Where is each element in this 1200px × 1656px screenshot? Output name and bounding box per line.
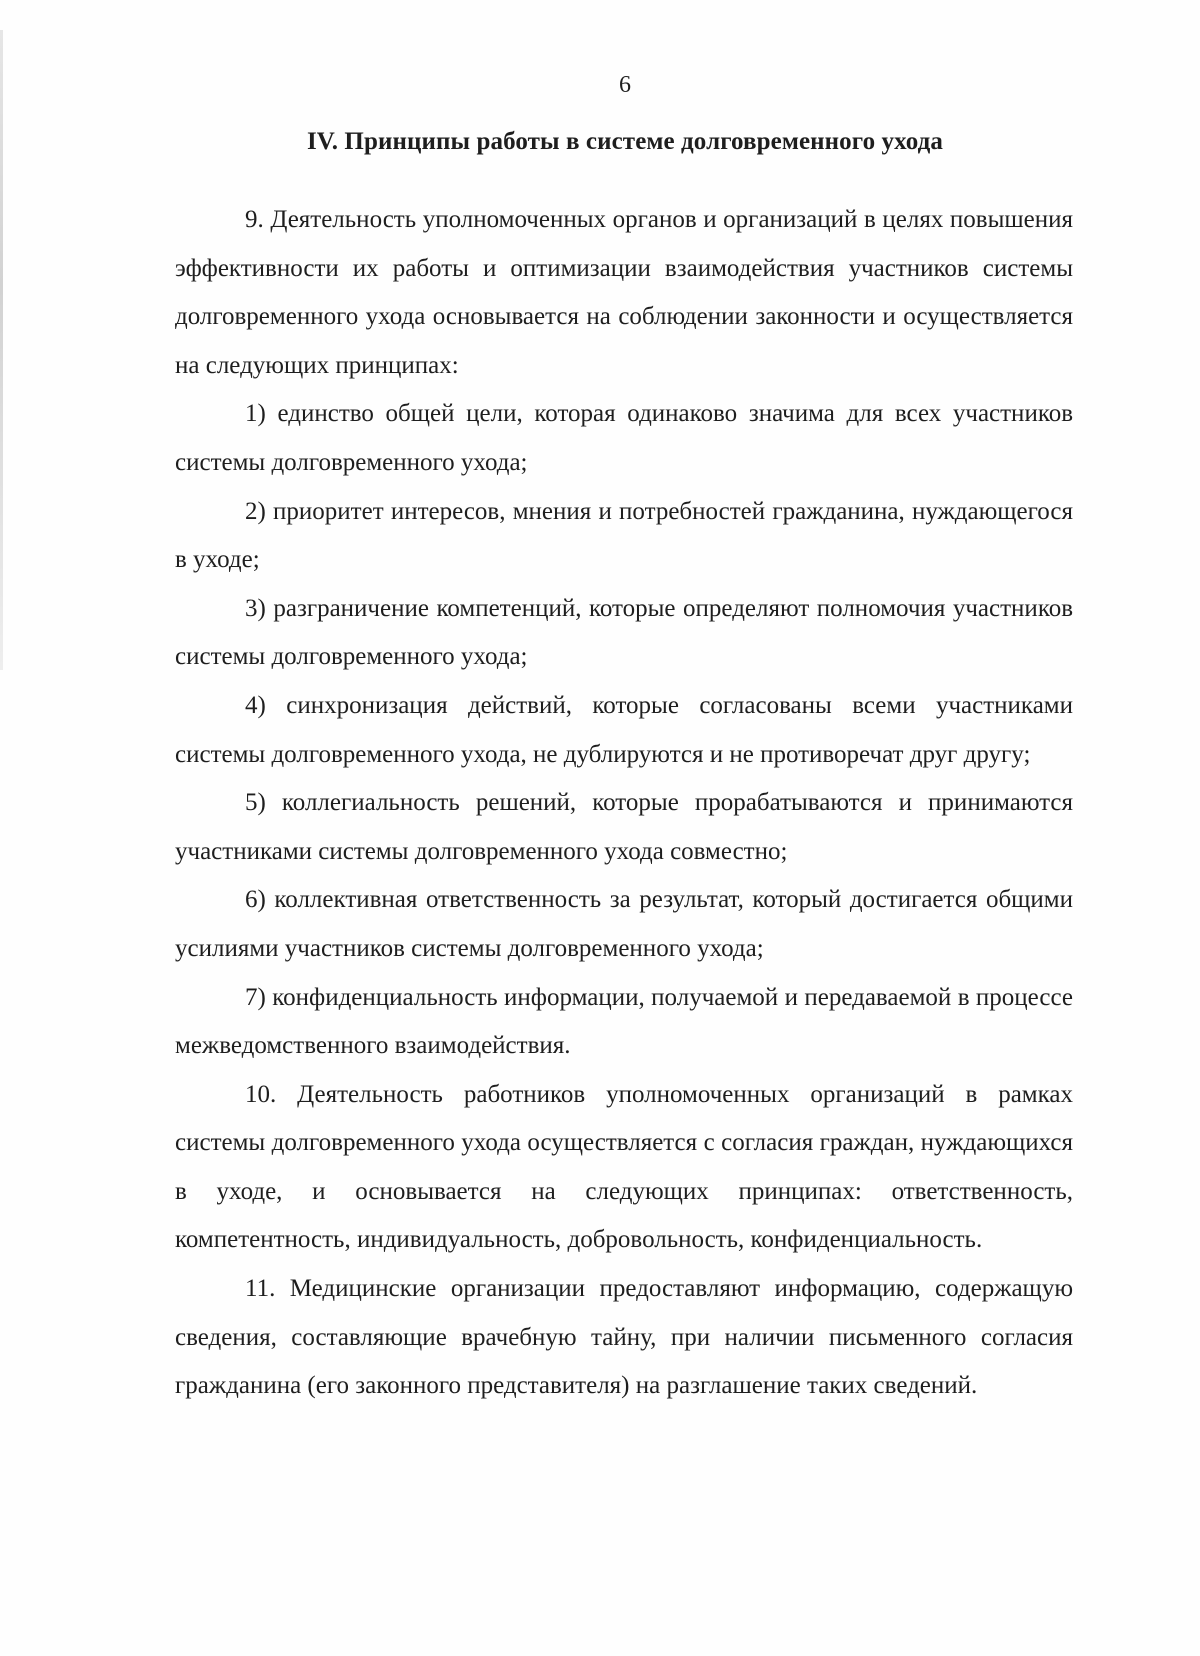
section-heading: IV. Принципы работы в системе долговременного ухода [306, 128, 944, 155]
list-item-4: 4) синхронизация действий, которые согласованы всеми участниками системы долговременного ухода, не дублируются и не противоречат друг другу; [175, 691, 1073, 768]
page-number: 6 [619, 72, 631, 98]
paragraph-11: 11. Медицинские организации предоставляют информацию, содержащую сведения, составляющие врачебную тайну, при наличии письменного согласия гражданина (его законного представителя) на разглашение таких сведений. [175, 1275, 1073, 1400]
list-item-1: 1) единство общей цели, которая одинаково значима для всех участников системы долговременного ухода; [175, 400, 1073, 476]
scan-edge-shadow [0, 30, 3, 670]
list-item-2: 2) приоритет интересов, мнения и потребностей гражданина, нуждающегося в уходе; [175, 497, 1073, 574]
paragraph-10: 10. Деятельность работников уполномоченных организаций в рамках системы долговременного ухода осуществляется с согласия граждан, нуждающихся в уходе, и основывается на следующих принципах: ответственность, компетентность, индивидуальность, добровольность, конфиденциальность. [175, 1080, 1073, 1254]
list-item-7: 7) конфиденциальность информации, получаемой и передаваемой в процессе межведомственного взаимодействия. [175, 983, 1073, 1060]
list-item-5: 5) коллегиальность решений, которые прорабатываются и принимаются участниками системы долговременного ухода совместно; [175, 789, 1073, 865]
document-body [175, 196, 1073, 1411]
list-item-6: 6) коллективная ответственность за результат, который достигается общими усилиями участников системы долговременного ухода; [175, 886, 1073, 962]
paragraph-9: 9. Деятельность уполномоченных органов и организаций в целях повышения эффективности их работы и оптимизации взаимодействия участников системы долговременного ухода основывается на соблюдении законности и осуществляется на следующих принципах: [175, 206, 1073, 379]
list-item-3: 3) разграничение компетенций, которые определяют полномочия участников системы долговременного ухода; [175, 594, 1073, 671]
